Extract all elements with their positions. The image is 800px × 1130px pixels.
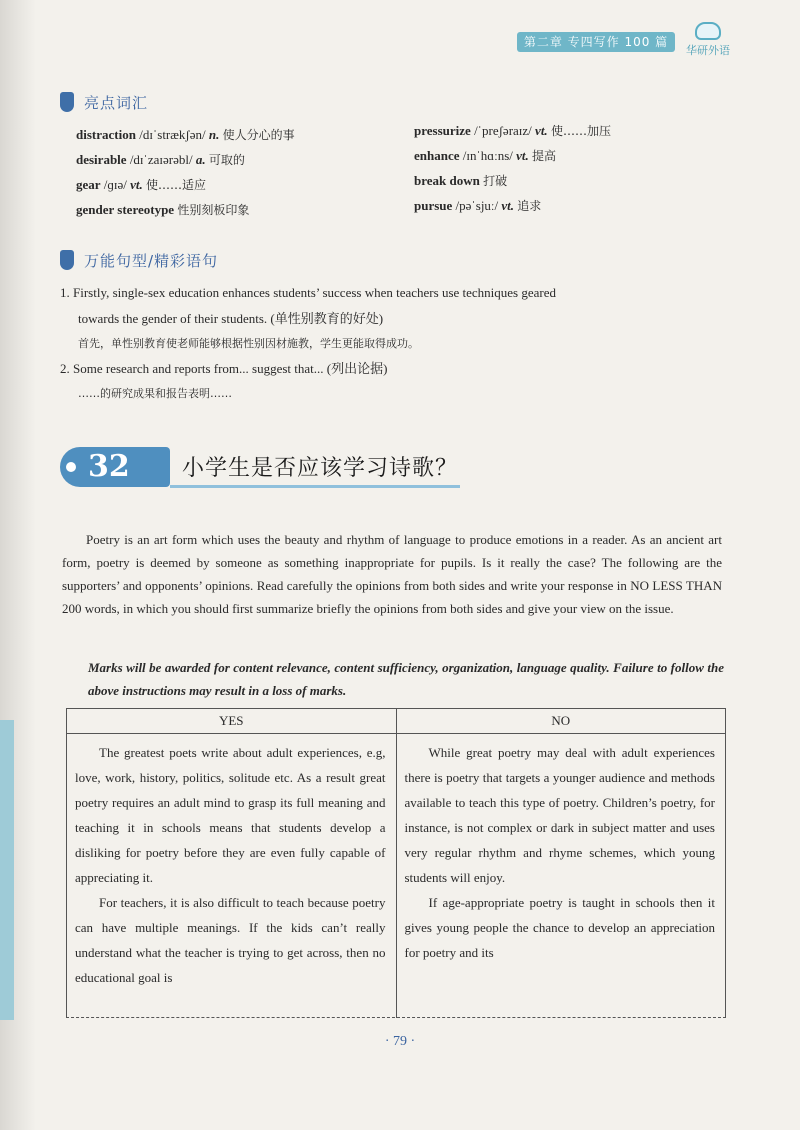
vocab-item [76, 122, 295, 147]
sentence-list [60, 280, 725, 406]
cloud-logo-icon [695, 22, 721, 40]
column-header-no: NO [396, 709, 726, 733]
vocab-meaning: 性别刻板印象 [177, 203, 250, 217]
no-opinion-cell [396, 734, 726, 1018]
dot-icon [66, 462, 76, 472]
vocab-list-left [76, 122, 295, 222]
vocab-phonetic: /ɡɪə/ [103, 177, 127, 192]
sentence-en: 2. Some research and reports from... suggest that... (列出论据) [60, 361, 388, 376]
vocab-section-title: 亮点词汇 [84, 93, 149, 112]
vocab-item [76, 172, 295, 197]
sentence-zh: ……的研究成果和报告表明…… [78, 387, 232, 400]
vocab-phonetic: /pəˈsjuː/ [455, 198, 499, 213]
vocab-meaning: 追求 [517, 199, 542, 213]
vocab-phonetic: /ˈpreʃəraɪz/ [474, 123, 532, 138]
yes-opinion-cell [67, 734, 396, 1018]
sentence-section-header [60, 248, 218, 272]
essay-prompt: Poetry is an art form which uses the beauty and rhythm of language to produce emotions in a reader. As an ancient art form, poetry is deemed by someone as something inappropriate for pupils. Is it really the case? The following are the supporters’ and opponents’ opinions. Read carefully the opinions from both sides and write your response in NO LESS THAN 200 words, in which you should first summarize briefly the opinions from both sides and give your view on the issue. [62, 532, 722, 616]
sentence-en: 1. Firstly, single-sex education enhances students’ success when teachers use techniques geared [60, 285, 557, 300]
vocab-word: pressurize [414, 123, 471, 138]
vocab-item [76, 147, 295, 172]
topic-number: 32 [88, 449, 130, 484]
vocab-word: gear [76, 177, 101, 192]
topic-underline [170, 485, 460, 488]
vocab-word: pursue [414, 198, 453, 213]
vocab-meaning: 使……加压 [550, 124, 611, 138]
vocab-word: enhance [414, 148, 460, 163]
sentence-section-title: 万能句型/精彩语句 [84, 251, 219, 270]
vocab-item [414, 193, 611, 218]
topic-title: 小学生是否应该学习诗歌？ [182, 456, 459, 481]
vocab-item [76, 197, 295, 222]
vocab-phonetic: /dɪˈstrækʃən/ [139, 127, 206, 142]
vocab-list-right [414, 118, 611, 218]
vocab-pos: vt. [130, 177, 143, 192]
vocab-meaning: 使……适应 [146, 178, 207, 192]
marking-instructions: Marks will be awarded for content relevance, content sufficiency, organization, language quality. Failure to follow the above instructions may result in a loss of marks. [88, 660, 724, 698]
page-number: · 79 · [384, 1034, 416, 1049]
vocab-phonetic: /ɪnˈhɑːns/ [462, 148, 513, 163]
sentence-item [60, 280, 725, 356]
vocab-item [414, 118, 611, 143]
sentence-en-cont: towards the gender of their students. (单性别教育的好处) [78, 311, 384, 326]
bookmark-icon [60, 250, 74, 270]
yes-paragraph: For teachers, it is also difficult to teach because poetry can have multiple meanings. If the kids can’t really understand what the teacher is trying to get across, then no educational goal is [75, 895, 386, 985]
no-paragraph: If age-appropriate poetry is taught in schools then it gives young people the chance to develop an appreciation for poetry and its [404, 895, 715, 960]
vocab-pos: vt. [501, 198, 515, 213]
vocab-word: gender stereotype [76, 202, 175, 217]
column-header-yes: YES [218, 713, 244, 728]
chapter-header: 第二章 专四写作 100 篇 [517, 32, 675, 52]
sentence-zh: 首先，单性别教育使老师能够根据性别因材施教，学生更能取得成功。 [78, 337, 419, 350]
publisher-logo [680, 22, 736, 58]
no-paragraph: While great poetry may deal with adult experiences there is poetry that targets a younger audience and methods available to teach this type of poetry. Children’s poetry, for instance, is not complex or dark in subject matter and uses very regular rhythm and rhyme schemes, which young students will enjoy. [404, 745, 715, 885]
vocab-meaning: 使人分心的事 [222, 128, 295, 142]
topic-number-badge [60, 447, 170, 487]
vocab-pos: vt. [535, 123, 548, 138]
vocab-meaning: 可取的 [208, 153, 245, 167]
vocab-meaning: 提高 [532, 149, 557, 163]
spine-strip [0, 720, 14, 1020]
table-header-row [67, 709, 725, 734]
vocab-section-header [60, 90, 148, 114]
vocab-item [414, 168, 611, 193]
vocab-pos: a. [195, 152, 206, 167]
topic-banner [60, 447, 460, 487]
vocab-pos: vt. [516, 148, 529, 163]
vocab-pos: n. [208, 127, 220, 142]
vocab-word: desirable [76, 152, 127, 167]
vocab-word: break down [414, 173, 480, 188]
table-row [67, 734, 725, 1018]
opinions-table [66, 708, 726, 1018]
publisher-logo-text: 华研外语 [686, 44, 730, 57]
bookmark-icon [60, 92, 74, 112]
vocab-word: distraction [76, 127, 136, 142]
sentence-item [60, 356, 725, 406]
vocab-phonetic: /dɪˈzaɪərəbl/ [129, 152, 193, 167]
yes-paragraph: The greatest poets write about adult experiences, e.g, love, work, history, politics, solitude etc. As a result great poetry requires an adult mind to grasp its full meaning and teaching it in schools means that students develop a disliking for poetry before they are even fully capable of appreciating it. [75, 745, 386, 885]
vocab-meaning: 打破 [483, 174, 508, 188]
vocab-item [414, 143, 611, 168]
